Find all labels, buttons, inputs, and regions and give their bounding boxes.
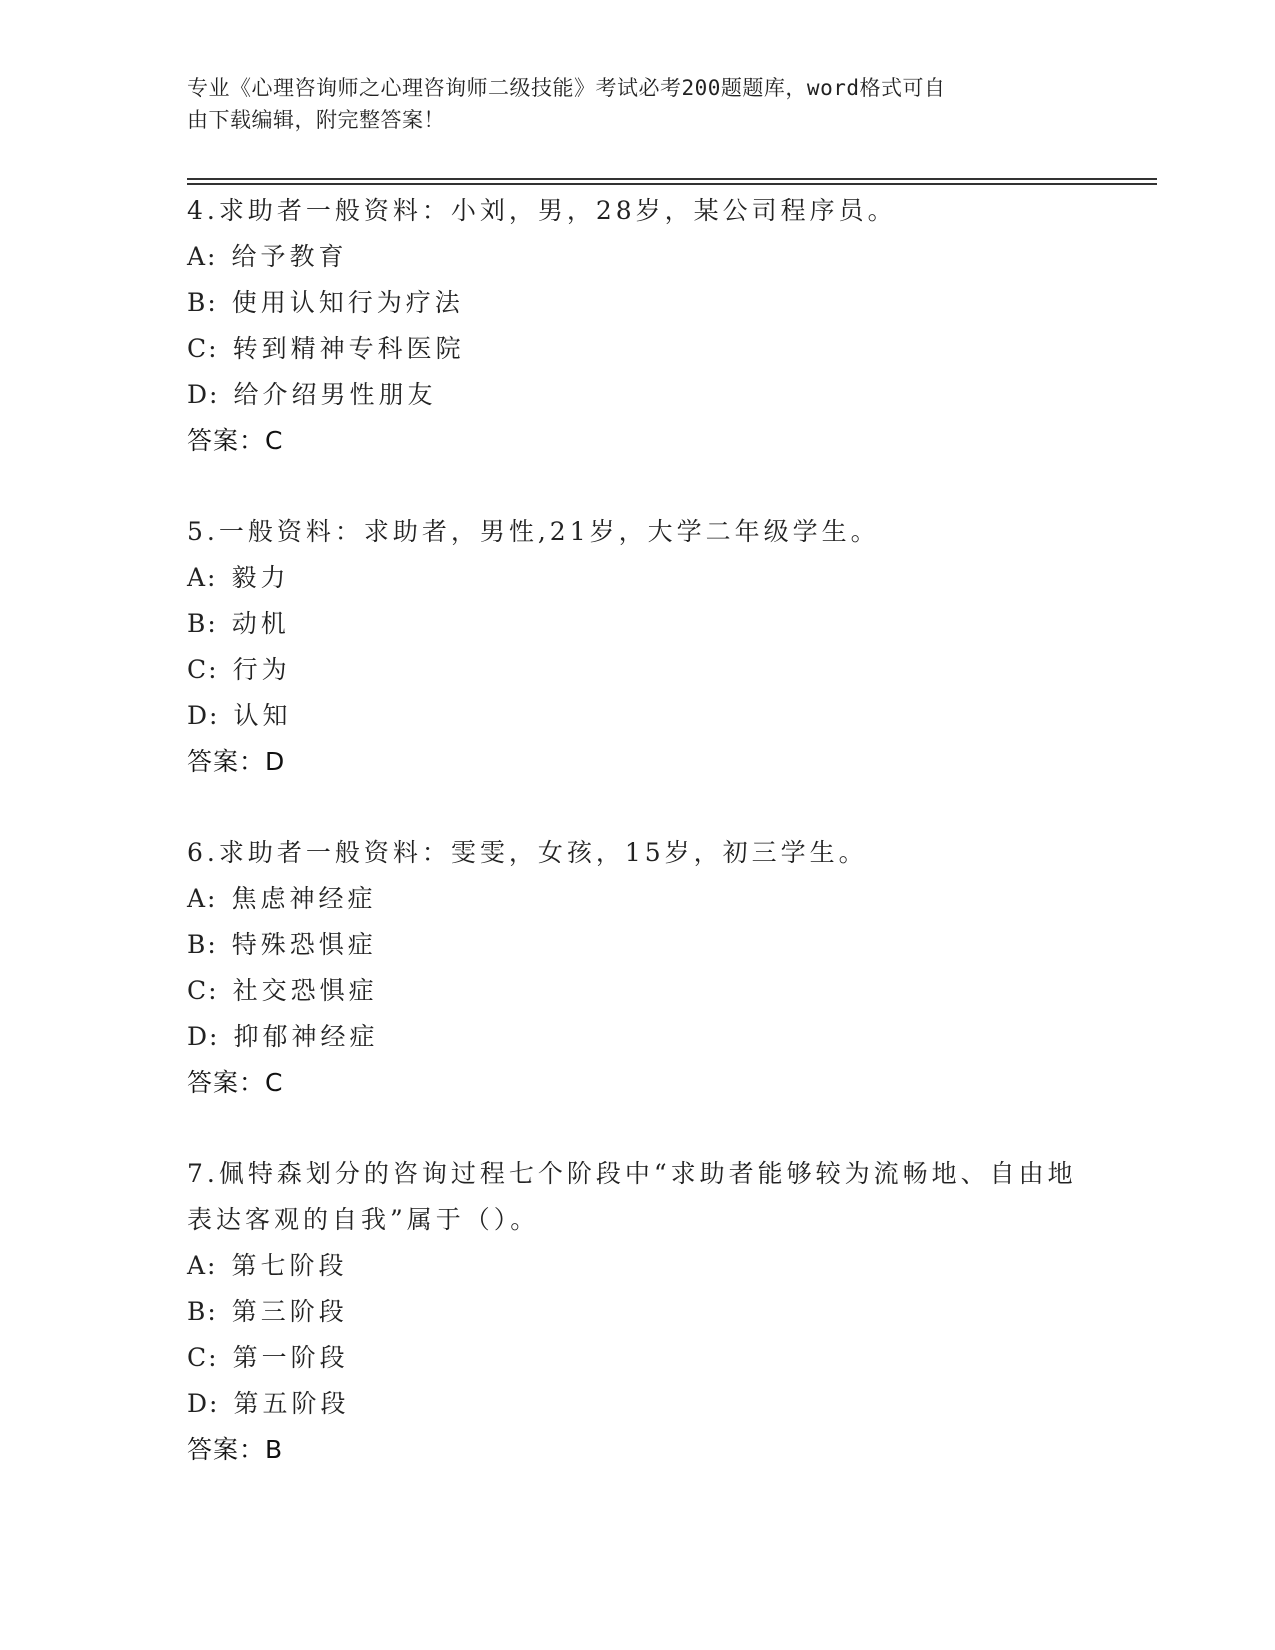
option-text: 第一阶段 bbox=[232, 1343, 349, 1372]
option-b bbox=[187, 601, 1087, 647]
question-stem: 6.求助者一般资料：雯雯，女孩，15岁，初三学生。 bbox=[187, 838, 868, 867]
option-c bbox=[187, 326, 1087, 372]
option-letter: A: bbox=[187, 884, 218, 913]
option-text: 第三阶段 bbox=[231, 1297, 348, 1326]
option-letter: B: bbox=[187, 288, 218, 317]
option-letter: B: bbox=[187, 930, 218, 959]
option-text: 使用认知行为疗法 bbox=[231, 288, 464, 317]
option-text: 第五阶段 bbox=[233, 1389, 350, 1418]
option-letter: C: bbox=[187, 976, 219, 1005]
question-stem: 7.佩特森划分的咨询过程七个阶段中“求助者能够较为流畅地、自由地表达客观的自我”属于（）。 bbox=[187, 1159, 1077, 1234]
header-line-2: 由下载编辑，附完整答案！ bbox=[187, 108, 445, 132]
question-stem: 5.一般资料：求助者，男性,21岁，大学二年级学生。 bbox=[187, 517, 880, 546]
option-d bbox=[187, 1381, 1087, 1427]
option-letter: C: bbox=[187, 655, 219, 684]
header-line-1: 专业《心理咨询师之心理咨询师二级技能》考试必考200题题库，word格式可自 bbox=[187, 76, 946, 100]
option-letter: D: bbox=[187, 380, 220, 409]
option-a bbox=[187, 234, 1087, 280]
option-b bbox=[187, 280, 1087, 326]
option-letter: A: bbox=[187, 563, 218, 592]
option-letter: A: bbox=[187, 1251, 218, 1280]
option-c bbox=[187, 968, 1087, 1014]
option-d bbox=[187, 693, 1087, 739]
header-divider-bottom bbox=[187, 183, 1157, 185]
answer-label: 答案：B bbox=[187, 1435, 284, 1464]
answer-label: 答案：C bbox=[187, 1068, 284, 1097]
option-letter: A: bbox=[187, 242, 218, 271]
option-text: 给予教育 bbox=[231, 242, 348, 271]
option-text: 焦虑神经症 bbox=[231, 884, 377, 913]
option-text: 动机 bbox=[231, 609, 290, 638]
question-stem: 4.求助者一般资料：小刘，男，28岁，某公司程序员。 bbox=[187, 196, 897, 225]
question-7 bbox=[187, 1151, 1087, 1473]
option-letter: C: bbox=[187, 334, 219, 363]
option-c bbox=[187, 1335, 1087, 1381]
option-c bbox=[187, 647, 1087, 693]
option-d bbox=[187, 372, 1087, 418]
option-text: 第七阶段 bbox=[231, 1251, 348, 1280]
option-text: 转到精神专科医院 bbox=[232, 334, 465, 363]
option-letter: B: bbox=[187, 609, 218, 638]
option-a bbox=[187, 555, 1087, 601]
option-text: 特殊恐惧症 bbox=[231, 930, 377, 959]
option-text: 给介绍男性朋友 bbox=[233, 380, 437, 409]
option-letter: C: bbox=[187, 1343, 219, 1372]
option-letter: B: bbox=[187, 1297, 218, 1326]
option-b bbox=[187, 1289, 1087, 1335]
option-letter: D: bbox=[187, 1389, 220, 1418]
option-text: 行为 bbox=[232, 655, 291, 684]
question-5 bbox=[187, 509, 1087, 785]
question-6 bbox=[187, 830, 1087, 1106]
option-text: 抑郁神经症 bbox=[233, 1022, 379, 1051]
option-a bbox=[187, 1243, 1087, 1289]
option-a bbox=[187, 876, 1087, 922]
option-text: 社交恐惧症 bbox=[232, 976, 378, 1005]
option-d bbox=[187, 1014, 1087, 1060]
option-text: 毅力 bbox=[231, 563, 290, 592]
option-letter: D: bbox=[187, 701, 220, 730]
option-text: 认知 bbox=[233, 701, 292, 730]
answer-label: 答案：D bbox=[187, 747, 286, 776]
document-header bbox=[187, 72, 1067, 136]
option-b bbox=[187, 922, 1087, 968]
header-divider-top bbox=[187, 178, 1157, 180]
option-letter: D: bbox=[187, 1022, 220, 1051]
answer-label: 答案：C bbox=[187, 426, 284, 455]
question-4 bbox=[187, 188, 1087, 464]
